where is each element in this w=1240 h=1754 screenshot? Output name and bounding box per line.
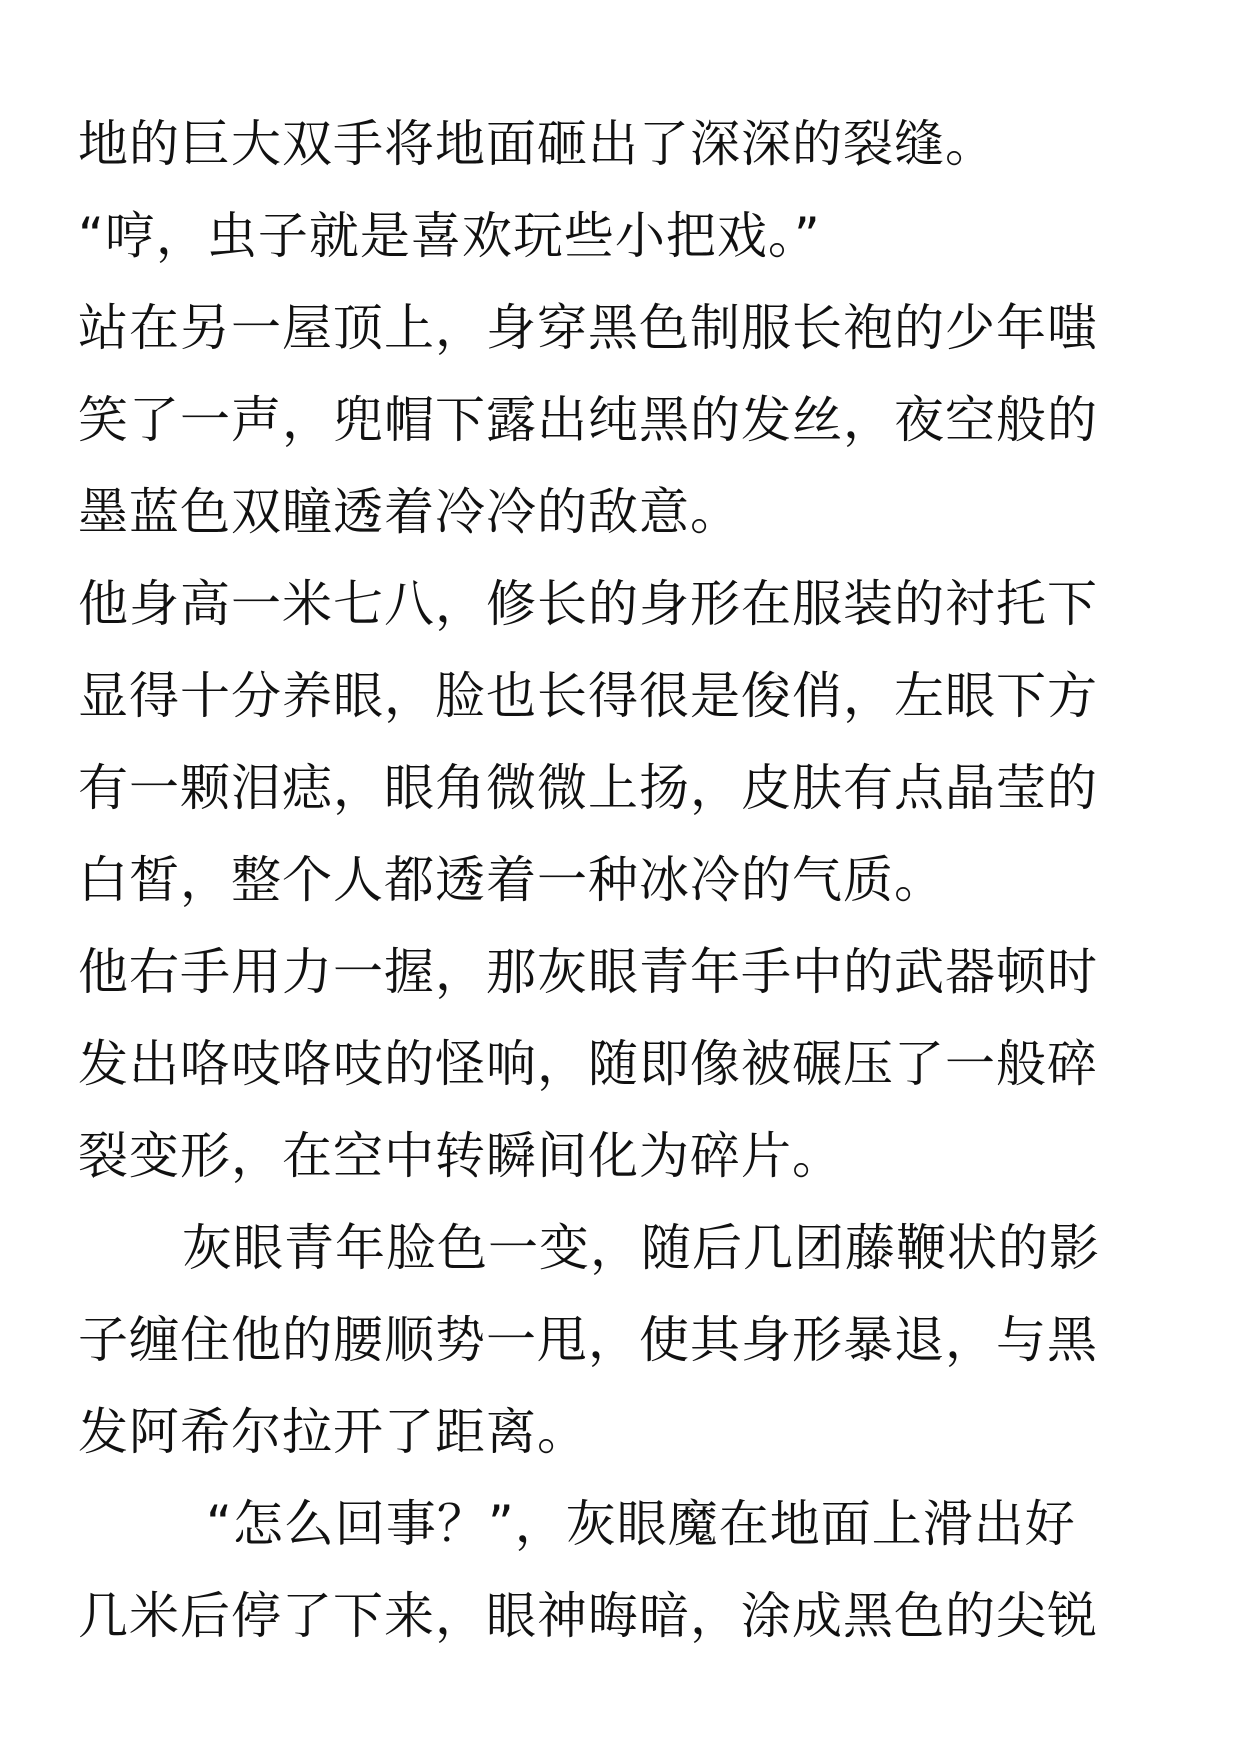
- text-line: 墨蓝色双瞳透着冷冷的敌意。: [78, 483, 741, 541]
- text-line: 笑了一声，兜帽下露出纯黑的发丝，夜空般的: [78, 391, 1098, 449]
- text-line: 几米后停了下来，眼神晦暗，涂成黑色的尖锐: [78, 1587, 1098, 1645]
- text-line: 他身高一米七八，修长的身形在服装的衬托下: [78, 575, 1098, 633]
- text-line: 地的巨大双手将地面砸出了深深的裂缝。: [78, 115, 996, 173]
- text-line: 有一颗泪痣，眼角微微上扬，皮肤有点晶莹的: [78, 759, 1098, 817]
- text-line: 发阿希尔拉开了距离。: [78, 1403, 588, 1461]
- text-line: 白皙，整个人都透着一种冰冷的气质。: [78, 851, 945, 909]
- text-line: 灰眼青年脸色一变，随后几团藤鞭状的影: [182, 1219, 1100, 1277]
- text-line: 子缠住他的腰顺势一甩，使其身形暴退，与黑: [78, 1311, 1098, 1369]
- text-line: 发出咯吱咯吱的怪响，随即像被碾压了一般碎: [78, 1035, 1098, 1093]
- text-line: “哼，虫子就是喜欢玩些小把戏。”: [78, 207, 821, 265]
- text-line: 站在另一屋顶上，身穿黑色制服长袍的少年嗤: [78, 299, 1098, 357]
- text-line: 显得十分养眼，脸也长得很是俊俏，左眼下方: [78, 667, 1098, 725]
- text-line: 裂变形，在空中转瞬间化为碎片。: [78, 1127, 843, 1185]
- text-line: 他右手用力一握，那灰眼青年手中的武器顿时: [78, 943, 1098, 1001]
- body-text: [78, 98, 1168, 1662]
- text-line: “怎么回事？”，灰眼魔在地面上滑出好: [206, 1495, 1076, 1553]
